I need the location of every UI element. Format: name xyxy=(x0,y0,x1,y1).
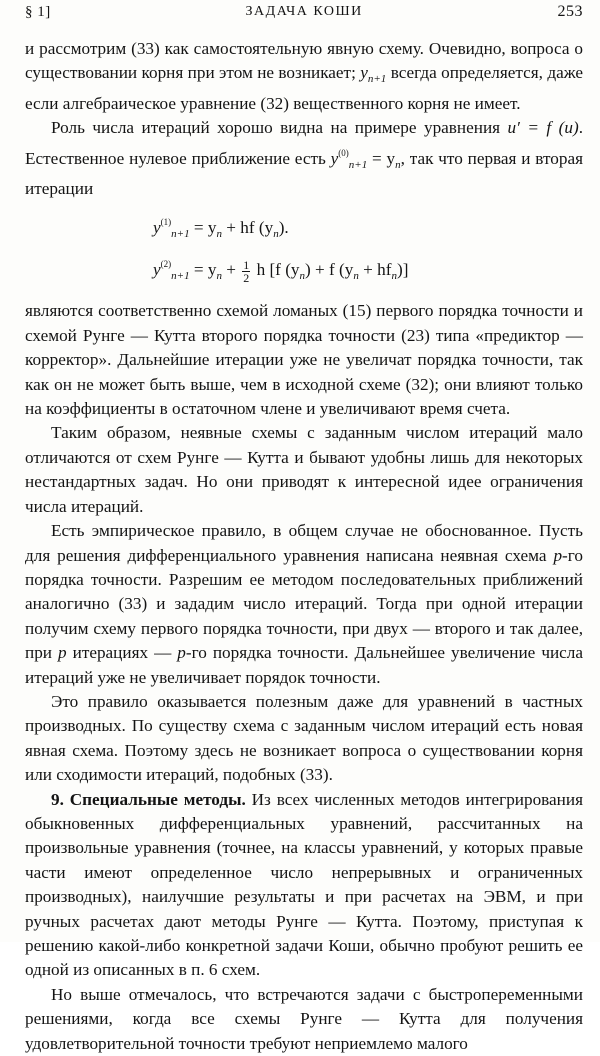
paragraph-7: 9. Специальные методы. Из всех численных методов интегрирования обыкновенных дифференциальных уравнений, рассчитанных на произвольные уравнения (точнее, на классы уравнений, у которых правые части имеют определенное число непрерывных и ограниченных производных), наилучшие результаты и при расчетах на ЭВМ, и при ручных расчетах дают методы Рунге — Кутта. Поэтому, приступая к решению какой-либо конкретной задачи Коши, обычно пробуют решить ее одной из описанных в п. 6 схем. xyxy=(25,789,583,980)
formula-first-iteration: $y^{(1)}_{n+1} = y_n$ + hf $(y_n)$. xyxy=(153,217,289,241)
equation-u: u′ = f (u) xyxy=(507,118,579,138)
paragraph-2: Роль числа итераций хорошо видна на примере уравнения u′ = f (u). Естественное нулевое приближение есть $y^{(0)}_{n+1} = y_n$, так что первая и вторая итерации xyxy=(25,118,583,199)
formula-block xyxy=(25,207,583,291)
paragraph-8: Но выше отмечалось, что встречаются задачи с быстропеременными решениями, когда все схемы Рунге — Кутта для получения удовлетворительной точности требуют неприемлемо малого xyxy=(25,984,583,1053)
paragraph-3: являются соответственно схемой ломаных (15) первого порядка точности и схемой Рунге — Кутта второго порядка точности (23) типа «предиктор — корректор». Дальнейшие итерации уже не увеличат порядка точности, так как он не может быть выше, чем в исходной схеме (32); они влияют только на коэффициенты в остаточном члене и увеличивают время счета. xyxy=(25,301,583,419)
paragraph-5: Есть эмпирическое правило, в общем случае не обоснованное. Пусть для решения дифференциального уравнения написана неявная схема p-го порядка точности. Разрешим ее методом последовательных приближений аналогично (33) и зададим число итераций. Тогда при одной итерации получим схему первого порядка точности, при двух — второго и так далее, при p итерациях — p-го порядка точности. Дальнейшее увеличение числа итераций уже не увеличивает порядок точности. xyxy=(25,521,583,687)
chapter-title: ЗАДАЧА КОШИ xyxy=(245,4,363,19)
formula-second-iteration: $y^{(2)}_{n+1} = y_n$ + $\frac{1}{2}$ h [f $(y_n) + f$ $(y_n + hf_n)$] xyxy=(153,257,409,285)
page-number: 253 xyxy=(557,3,583,20)
running-head xyxy=(25,0,583,37)
paragraph-4: Таким образом, неявные схемы с заданным числом итераций мало отличаются от схем Рунге — Кутта и бывают удобны лишь для некоторых нестандартных задач. Но они приводят к интересной идее ограничения числа итераций. xyxy=(25,423,583,516)
paragraph-1: и рассмотрим (33) как самостоятельную явную схему. Очевидно, вопроса о существовании корня при этом не возникает; $y_{n+1}$ всегда определяется, даже если алгебраическое уравнение (32) вещественного корня не имеет. xyxy=(25,39,583,113)
section-marker: § 1] xyxy=(25,4,51,20)
section-heading: 9. Специальные методы. xyxy=(51,789,246,809)
fraction-one-half: $\frac{1}{2}$ xyxy=(243,257,250,285)
paragraph-6: Это правило оказывается полезным даже для уравнений в частных производных. По существу схема с заданным числом итераций есть новая явная схема. Поэтому здесь не возникает вопроса о существовании корня или сходимости итераций, подобных (33). xyxy=(25,691,583,785)
